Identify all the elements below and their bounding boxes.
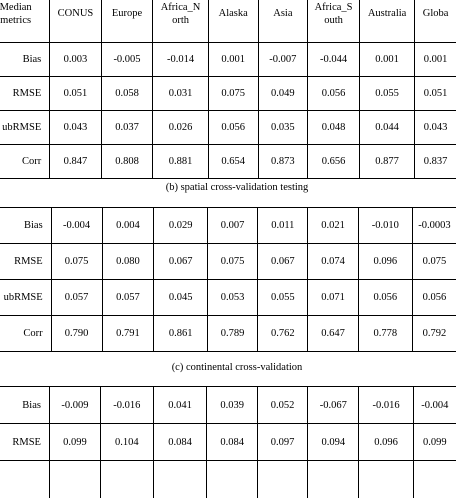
cell-value: 0.001: [360, 42, 415, 76]
cell-value: -0.044: [308, 42, 360, 76]
cell-value: 0.067: [154, 244, 208, 280]
cell-value: 0.789: [207, 316, 257, 352]
cell-value: 0.067: [258, 244, 308, 280]
cell-value: 0.075: [207, 244, 257, 280]
table-row: [0, 42, 456, 76]
cell-value: 0.792: [412, 316, 456, 352]
cell-value: 0.056: [358, 280, 412, 316]
header-region-alaska: Alaska: [208, 0, 258, 42]
cell-value: 0.080: [102, 244, 154, 280]
section-caption-c: (c) continental cross-validation: [171, 362, 303, 373]
cell-value: 0.099: [413, 424, 456, 461]
header-region-australia: Australia: [360, 0, 415, 42]
cell-value: [49, 461, 100, 498]
cell-value: -0.004: [51, 208, 102, 244]
cell-value: -0.010: [358, 208, 412, 244]
table-row: [0, 110, 456, 144]
cell-value: 0.861: [154, 316, 208, 352]
cell-value: -0.005: [101, 42, 153, 76]
table-row: [0, 316, 456, 352]
cell-value: 0.099: [49, 424, 100, 461]
cell-value: [308, 461, 359, 498]
cell-value: 0.075: [51, 244, 102, 280]
header-region-africa-north: Africa_N orth: [153, 0, 208, 42]
cell-value: 0.791: [102, 316, 154, 352]
cell-value: 0.056: [308, 76, 360, 110]
cell-value: 0.084: [153, 424, 207, 461]
row-metric: RMSE: [0, 244, 51, 280]
cell-value: 0.055: [258, 280, 308, 316]
table-row: [0, 461, 456, 498]
row-metric: RMSE: [0, 424, 49, 461]
cell-value: 0.654: [208, 144, 258, 178]
cell-value: -0.014: [153, 42, 208, 76]
row-metric: Bias: [0, 42, 50, 76]
row-metric: Bias: [0, 208, 51, 244]
cell-value: 0.837: [415, 144, 456, 178]
cell-value: 0.056: [208, 110, 258, 144]
cell-value: 0.037: [101, 110, 153, 144]
cell-value: 0.873: [258, 144, 307, 178]
cell-value: 0.058: [101, 76, 153, 110]
cell-value: [101, 461, 154, 498]
header-region-conus: CONUS: [50, 0, 101, 42]
cell-value: 0.011: [258, 208, 308, 244]
cell-value: [257, 461, 307, 498]
cell-value: 0.004: [102, 208, 154, 244]
cell-value: 0.096: [358, 244, 412, 280]
cell-value: 0.007: [207, 208, 257, 244]
cell-value: 0.808: [101, 144, 153, 178]
cell-value: 0.001: [208, 42, 258, 76]
row-metric: [0, 461, 49, 498]
header-region-africa-south: Africa_S outh: [308, 0, 360, 42]
row-metric: Bias: [0, 387, 49, 424]
header-metrics: Median metrics: [0, 1, 32, 26]
row-metric: Corr: [0, 144, 50, 178]
table-row: [0, 208, 456, 244]
cell-value: [359, 461, 413, 498]
cell-value: 0.847: [50, 144, 101, 178]
header-region-global: Globa: [415, 0, 456, 42]
table-header-row: [0, 0, 456, 42]
cell-value: 0.071: [308, 280, 358, 316]
cell-value: 0.096: [359, 424, 413, 461]
cell-value: -0.016: [101, 387, 154, 424]
cell-value: 0.053: [207, 280, 257, 316]
header-region-europe: Europe: [101, 0, 153, 42]
cell-value: 0.656: [308, 144, 360, 178]
table-row: [0, 76, 456, 110]
results-table-a: [0, 0, 456, 179]
cell-value: 0.084: [207, 424, 257, 461]
table-row: [0, 280, 456, 316]
cell-value: -0.016: [359, 387, 413, 424]
cell-value: 0.021: [308, 208, 358, 244]
cell-value: 0.056: [412, 280, 456, 316]
row-metric: ubRMSE: [0, 280, 51, 316]
cell-value: 0.041: [153, 387, 207, 424]
cell-value: 0.075: [208, 76, 258, 110]
cell-value: 0.051: [50, 76, 101, 110]
cell-value: 0.039: [207, 387, 257, 424]
cell-value: [413, 461, 456, 498]
cell-value: 0.003: [50, 42, 101, 76]
cell-value: 0.790: [51, 316, 102, 352]
cell-value: 0.026: [153, 110, 208, 144]
cell-value: 0.094: [308, 424, 359, 461]
header-region-asia: Asia: [258, 0, 307, 42]
cell-value: 0.055: [360, 76, 415, 110]
cell-value: 0.762: [258, 316, 308, 352]
cell-value: 0.043: [50, 110, 101, 144]
table-row: [0, 387, 456, 424]
section-caption-b: (b) spatial cross-validation testing: [165, 182, 309, 193]
cell-value: 0.029: [154, 208, 208, 244]
row-metric: ubRMSE: [0, 110, 50, 144]
cell-value: 0.057: [102, 280, 154, 316]
results-table-b: [0, 207, 456, 352]
cell-value: 0.075: [412, 244, 456, 280]
results-table-c: [0, 386, 456, 498]
row-metric: Corr: [0, 316, 51, 352]
cell-value: 0.877: [360, 144, 415, 178]
table-row: [0, 244, 456, 280]
cell-value: 0.051: [415, 76, 456, 110]
cell-value: -0.009: [49, 387, 100, 424]
cell-value: 0.044: [360, 110, 415, 144]
cell-value: [207, 461, 257, 498]
table-row: [0, 424, 456, 461]
cell-value: 0.057: [51, 280, 102, 316]
cell-value: 0.048: [308, 110, 360, 144]
cell-value: 0.052: [257, 387, 307, 424]
row-metric: RMSE: [0, 76, 50, 110]
cell-value: 0.881: [153, 144, 208, 178]
cell-value: 0.049: [258, 76, 307, 110]
cell-value: 0.035: [258, 110, 307, 144]
cell-value: 0.097: [257, 424, 307, 461]
cell-value: -0.067: [308, 387, 359, 424]
cell-value: 0.031: [153, 76, 208, 110]
cell-value: 0.001: [415, 42, 456, 76]
table-row: [0, 144, 456, 178]
cell-value: 0.074: [308, 244, 358, 280]
cell-value: 0.043: [415, 110, 456, 144]
cell-value: 0.647: [308, 316, 358, 352]
cell-value: [153, 461, 207, 498]
cell-value: 0.778: [358, 316, 412, 352]
cell-value: 0.045: [154, 280, 208, 316]
cell-value: -0.007: [258, 42, 307, 76]
cell-value: -0.004: [413, 387, 456, 424]
cell-value: -0.0003: [412, 208, 456, 244]
cell-value: 0.104: [101, 424, 154, 461]
